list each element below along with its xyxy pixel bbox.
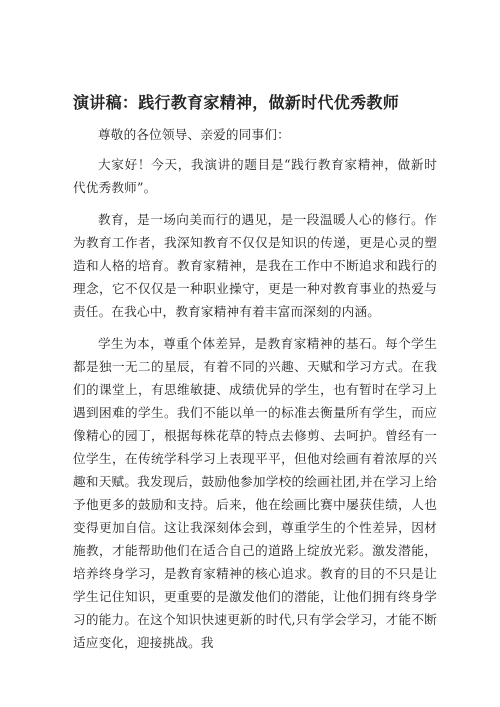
document-title: 演讲稿：践行教育家精神，做新时代优秀教师 [73, 93, 400, 112]
body-paragraph-intro: 教育，是一场向美而行的遇见，是一段温暖人心的修行。作为教育工作者，我深知教育不仅仅是知识的传递，更是心灵的塑造和人格的培育。教育家精神，是我在工作中不断追求和践行的理念，它不仅仅是一种职业操守，更是一种对教育事业的热爱与责任。在我心中，教育家精神有着丰富而深刻的内涵。 [73, 212, 437, 319]
greeting-paragraph: 大家好！今天，我演讲的题目是“践行教育家精神，做新时代优秀教师”。 [73, 157, 437, 195]
salutation-paragraph: 尊敬的各位领导、亲爱的同事们： [98, 127, 290, 142]
body-paragraph-students: 学生为本，尊重个体差异，是教育家精神的基石。每个学生都是独一无二的星辰，有着不同的兴趣、天赋和学习方式。在我们的课堂上，有思维敏捷、成绩优异的学生，也有暂时在学习上遇到困难的学生。我们不能以单一的标准去衡量所有学生，而应像精心的园丁，根据每株花草的特点去修剪、去呵护。曾经有一位学生，在传统学科学习上表现平平，但他对绘画有着浓厚的兴趣和天赋。我发现后，鼓励他参加学校的绘画社团,并在学习上给予他更多的鼓励和支持。后来，他在绘画比赛中屡获佳绩，人也变得更加自信。这让我深刻体会到，尊重学生的个性差异，因材施教，才能帮助他们在适合自己的道路上绽放光彩。激发潜能，培养终身学习，是教育家精神的核心追求。教育的目的不只是让学生记住知识，更重要的是激发他们的潜能，让他们拥有终身学习的能力。在这个知识快速更新的时代,只有学会学习，才能不断适应变化，迎接挑战。我 [73, 336, 437, 650]
document-body [73, 92, 437, 663]
